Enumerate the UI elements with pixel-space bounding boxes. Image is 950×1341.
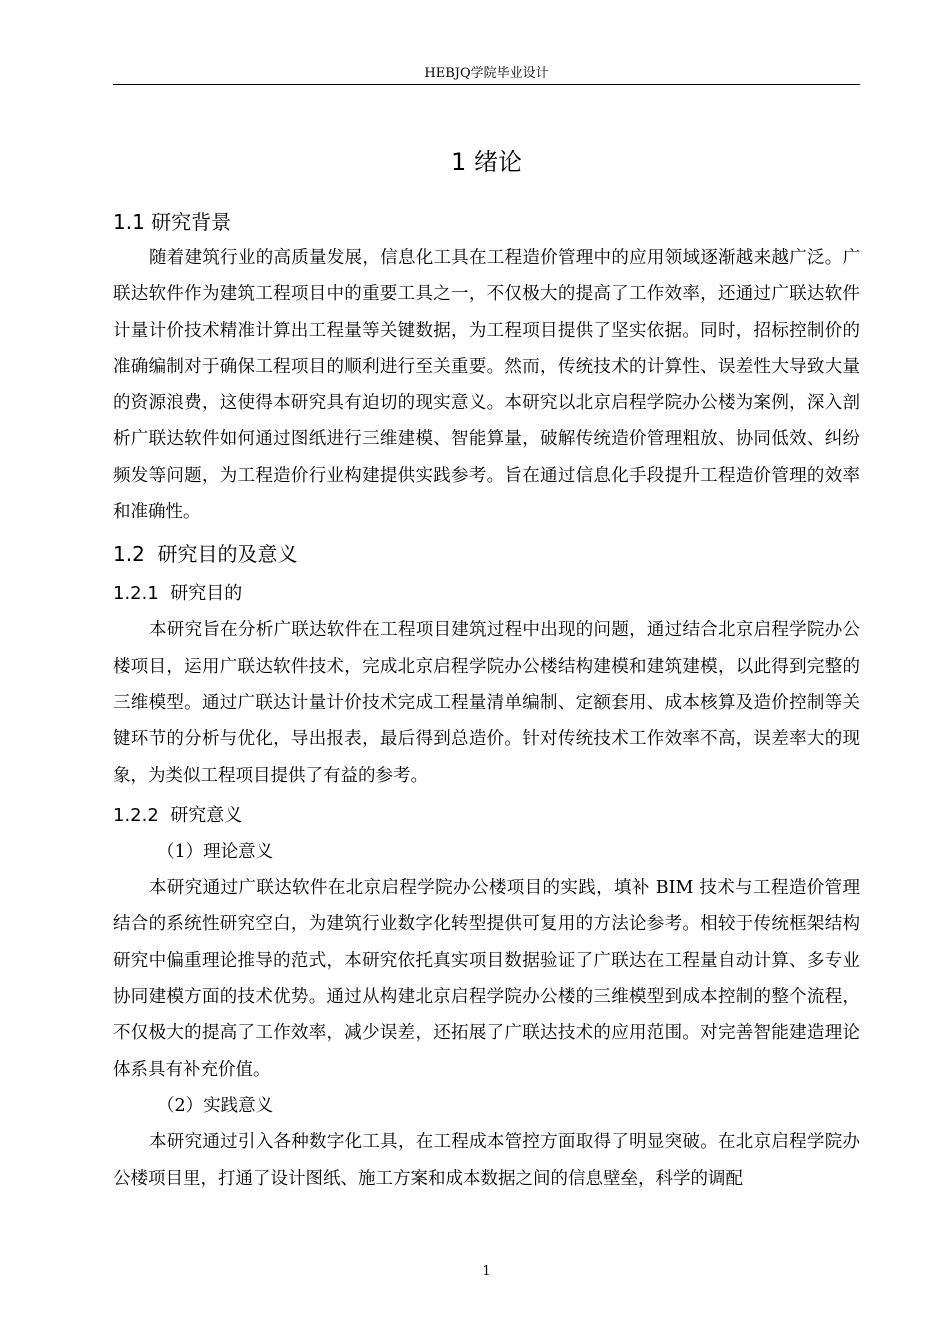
section-heading-1-2-1: 1.2.1 研究目的 — [113, 583, 243, 605]
running-header: HEBJQ学院毕业设计 — [424, 66, 549, 81]
section-heading-1-1: 1.1 研究背景 — [113, 210, 232, 234]
section-heading-1-2-2: 1.2.2 研究意义 — [113, 804, 243, 826]
theory-significance-paragraph: 本研究通过广联达软件在北京启程学院办公楼项目的实践，填补 BIM 技术与工程造价管理结合的系统性研究空白，为建筑行业数字化转型提供可复用的方法论参考。相较于传统框架结构研究中偏重理论推导的范式，本研究依托真实项目数据验证了广联达在工程量自动计算、多专业协同建模方面的技术优势。通过从构建北京启程学院办公楼的三维模型到成本控制的整个流程，不仅极大的提高了工作效率，减少误差，还拓展了广联达技术的应用范围。对完善智能建造理论体系具有补充价值。 — [113, 878, 860, 1080]
section-1-1-paragraph: 随着建筑行业的高质量发展，信息化工具在工程造价管理中的应用领域逐渐越来越广泛。广联达软件作为建筑工程项目中的重要工具之一，不仅极大的提高了工作效率，还通过广联达软件计量计价技术精准计算出工程量等关键数据，为工程项目提供了坚实依据。同时，招标控制价的准确编制对于确保工程项目的顺利进行至关重要。然而，传统技术的计算性、误差性大导致大量的资源浪费，这使得本研究具有迫切的现实意义。本研究以北京启程学院办公楼为案例，深入剖析广联达软件如何通过图纸进行三维建模、智能算量，破解传统造价管理粗放、协同低效、纠纷频发等问题，为工程造价行业构建提供实践参考。旨在通过信息化手段提升工程造价管理的效率和准确性。 — [113, 248, 860, 523]
theory-significance-label: （1）理论意义 — [157, 841, 274, 862]
practice-significance-paragraph: 本研究通过引入各种数字化工具，在工程成本管控方面取得了明显突破。在北京启程学院办公楼项目里，打通了设计图纸、施工方案和成本数据之间的信息壁垒，科学的调配 — [113, 1132, 860, 1189]
chapter-title: 1 绪论 — [451, 148, 522, 176]
section-heading-1-2: 1.2 研究目的及意义 — [113, 542, 298, 567]
section-1-2-1-paragraph: 本研究旨在分析广联达软件在工程项目建筑过程中出现的问题，通过结合北京启程学院办公楼项目，运用广联达软件技术，完成北京启程学院办公楼结构建模和建筑建模，以此得到完整的三维模型。通过广联达计量计价技术完成工程量清单编制、定额套用、成本核算及造价控制等关键环节的分析与优化，导出报表，最后得到总造价。针对传统技术工作效率不高，误差率大的现象，为类似工程项目提供了有益的参考。 — [113, 620, 860, 786]
page-content — [113, 140, 860, 1197]
practice-significance-label: （2）实践意义 — [157, 1095, 274, 1116]
page-number: 1 — [482, 1264, 491, 1279]
header-rule — [113, 84, 860, 85]
